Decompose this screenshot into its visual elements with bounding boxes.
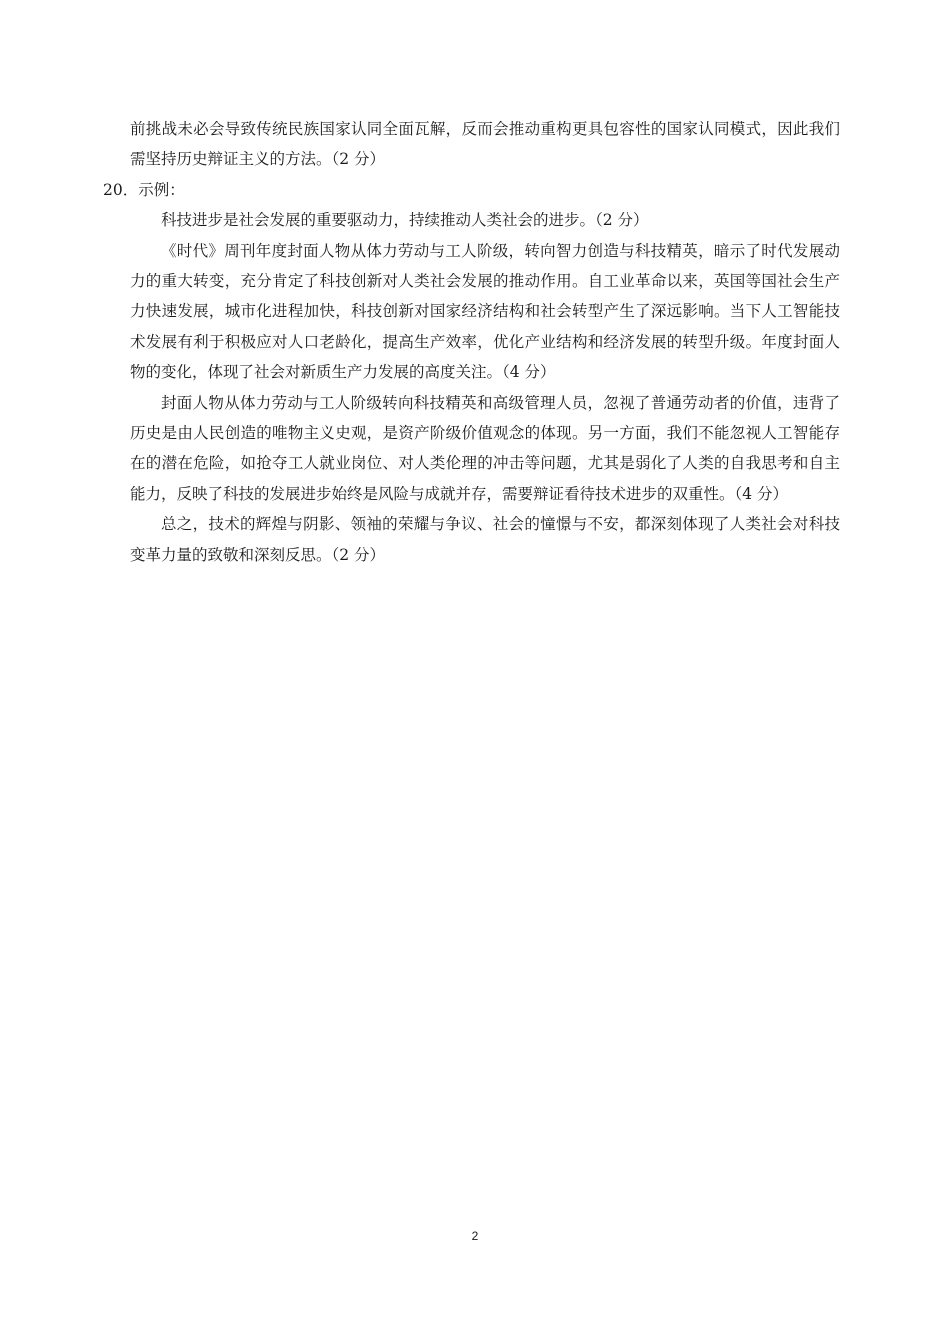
- answer-paragraph-4: 总之，技术的辉煌与阴影、领袖的荣耀与争议、社会的憧憬与不安，都深刻体现了人类社会对科技变革力量的致敬和深刻反思。（2 分）: [130, 515, 840, 564]
- answer-paragraph-3: 封面人物从体力劳动与工人阶级转向科技精英和高级管理人员，忽视了普通劳动者的价值，违背了历史是由人民创造的唯物主义史观，是资产阶级价值观念的体现。另一方面，我们不能忽视人工智能存在的潜在危险，如抢夺工人就业岗位、对人类伦理的冲击等问题，尤其是弱化了人类的自我思考和自主能力，反映了科技的发展进步始终是风险与成就并存，需要辩证看待技术进步的双重性。（4 分）: [130, 393, 840, 503]
- page-number: 2: [471, 1229, 479, 1243]
- answer-paragraph-2: 《时代》周刊年度封面人物从体力劳动与工人阶级，转向智力创造与科技精英，暗示了时代发展动力的重大转变，充分肯定了科技创新对人类社会发展的推动作用。自工业革命以来，英国等国社会生产力快速发展，城市化进程加快，科技创新对国家经济结构和社会转型产生了深远影响。当下人工智能技术发展有利于积极应对人口老龄化，提高生产效率，优化产业结构和经济发展的转型升级。年度封面人物的变化，体现了社会对新质生产力发展的高度关注。（4 分）: [130, 241, 840, 382]
- answer-content: [103, 114, 840, 570]
- question-label: 示例：: [138, 180, 185, 199]
- answer-paragraph-1: 科技进步是社会发展的重要驱动力，持续推动人类社会的进步。（2 分）: [161, 211, 649, 230]
- question-heading: [103, 175, 840, 205]
- question-number: 20．示例：: [103, 180, 185, 199]
- continued-paragraph: 前挑战未必会导致传统民族国家认同全面瓦解，反而会推动重构更具包容性的国家认同模式，因此我们需坚持历史辩证主义的方法。（2 分）: [130, 120, 840, 169]
